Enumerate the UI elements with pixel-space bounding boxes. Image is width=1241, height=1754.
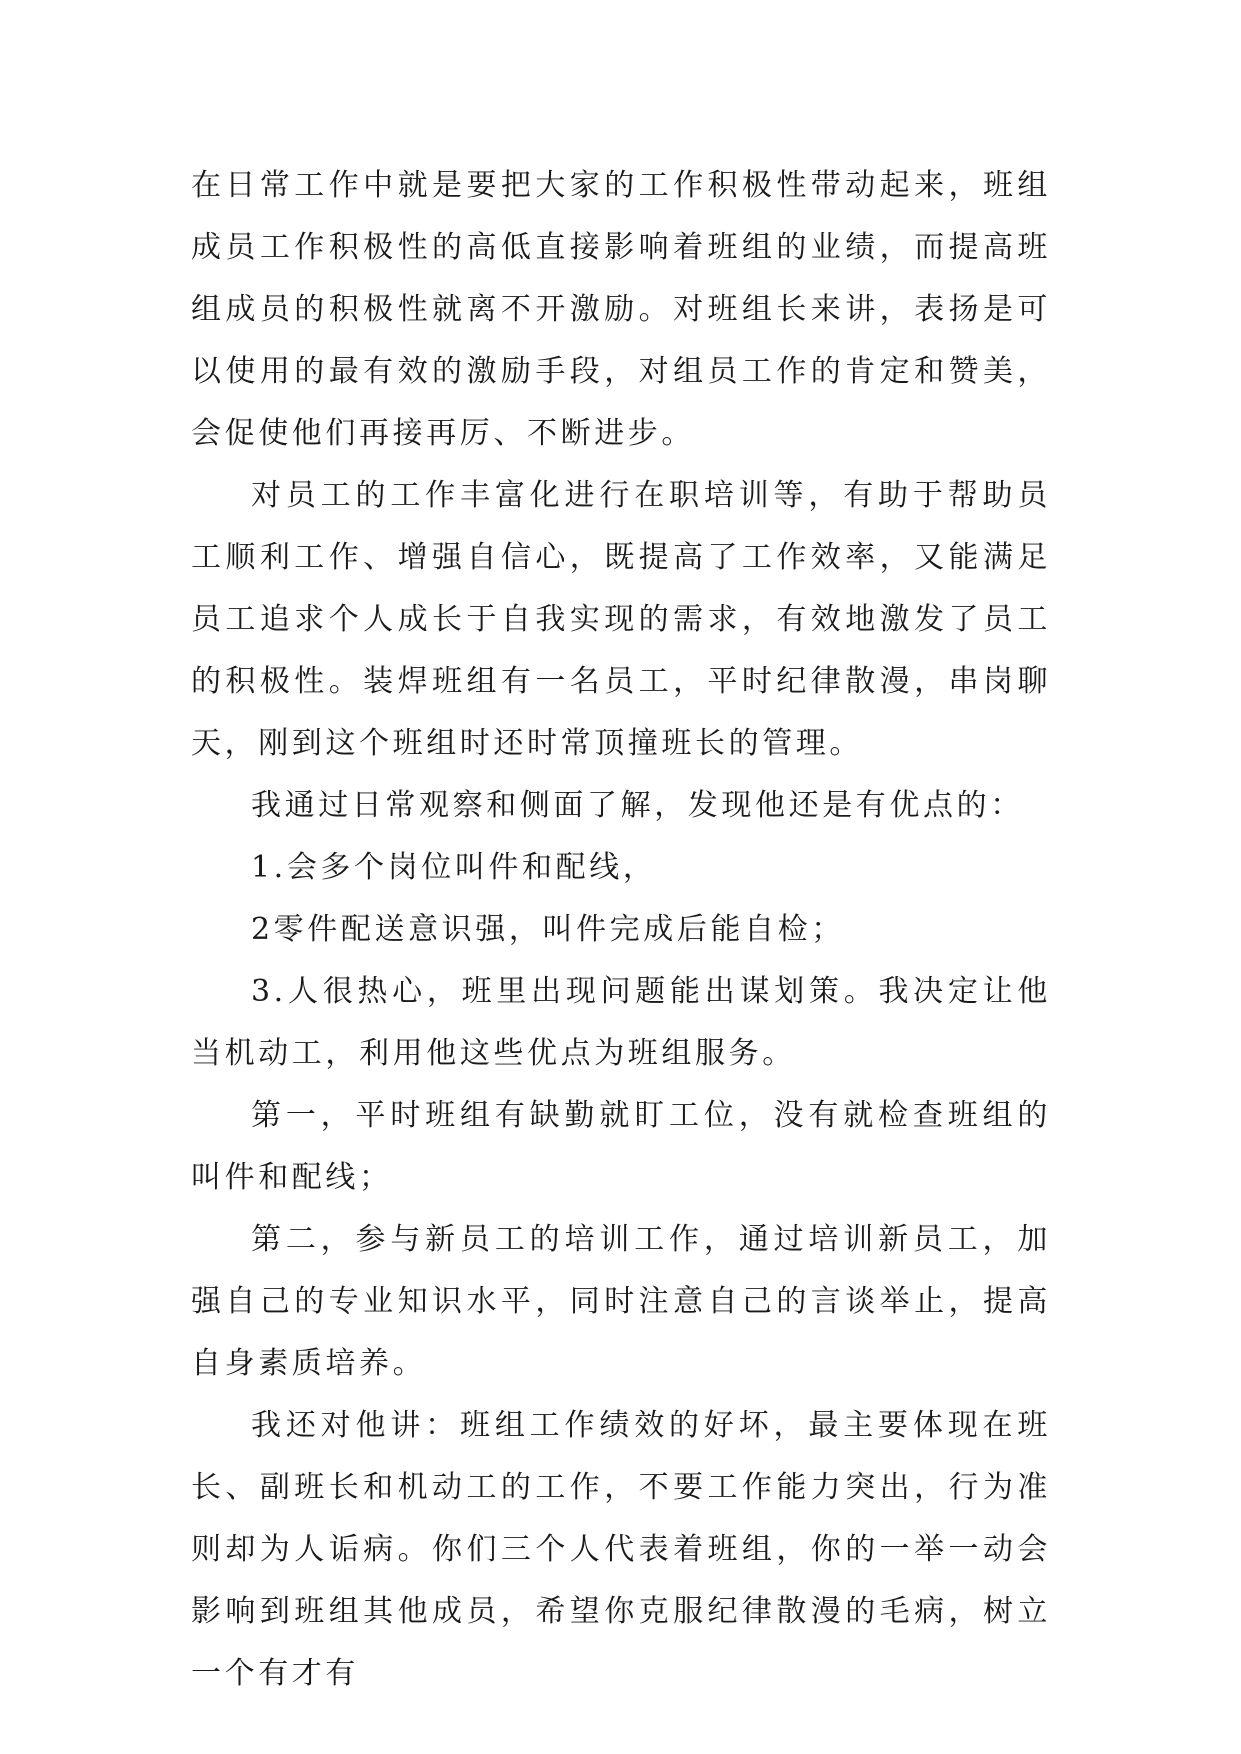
list-item-3: 3.人很热心，班里出现问题能出谋划策。我决定让他当机动工，利用他这些优点为班组服务。	[191, 974, 1051, 1071]
list-item-1: 1.会多个岗位叫件和配线，	[251, 850, 657, 885]
paragraph-3: 我通过日常观察和侧面了解，发现他还是有优点的：	[251, 788, 1024, 823]
paragraph-final: 我还对他讲：班组工作绩效的好坏，最主要体现在班长、副班长和机动工的工作，不要工作能力突出，行为准则却为人诟病。你们三个人代表着班组，你的一举一动会影响到班组其他成员，希望你克服纪律散漫的毛病，树立一个有才有	[191, 1408, 1051, 1691]
document-body	[191, 155, 1051, 1705]
paragraph-2: 对员工的工作丰富化进行在职培训等，有助于帮助员工顺利工作、增强自信心，既提高了工作效率，又能满足员工追求个人成长于自我实现的需求，有效地激发了员工的积极性。装焊班组有一名员工，平时纪律散漫，串岗聊天，刚到这个班组时还时常顶撞班长的管理。	[191, 478, 1051, 761]
list-item-2: 2零件配送意识强，叫件完成后能自检；	[251, 912, 845, 947]
paragraph-second: 第二，参与新员工的培训工作，通过培训新员工，加强自己的专业知识水平，同时注意自己的言谈举止，提高自身素质培养。	[191, 1222, 1051, 1381]
paragraph-first: 第一，平时班组有缺勤就盯工位，没有就检查班组的叫件和配线；	[191, 1098, 1051, 1195]
paragraph-1: 在日常工作中就是要把大家的工作积极性带动起来，班组成员工作积极性的高低直接影响着班组的业绩，而提高班组成员的积极性就离不开激励。对班组长来讲，表扬是可以使用的最有效的激励手段，对组员工作的肯定和赞美，会促使他们再接再厉、不断进步。	[191, 168, 1051, 451]
